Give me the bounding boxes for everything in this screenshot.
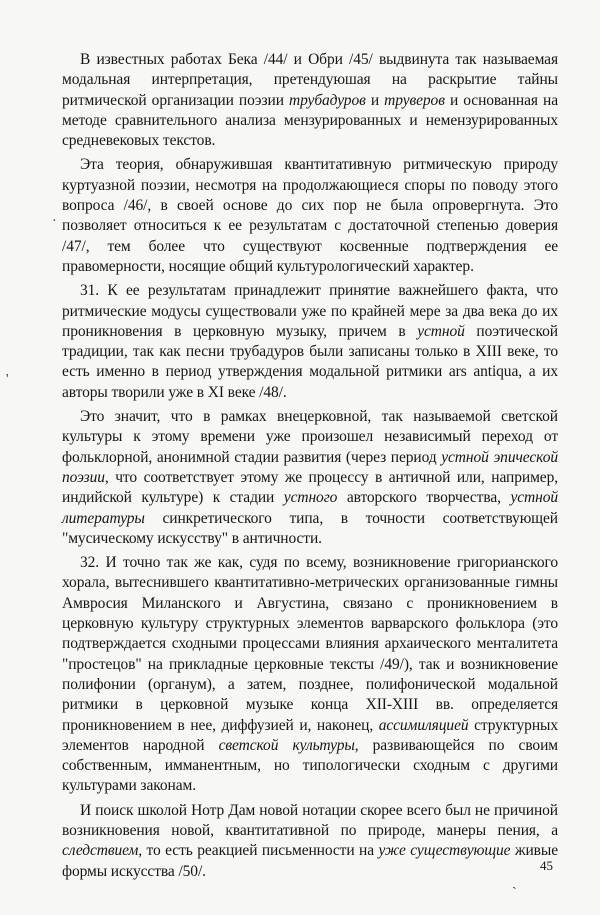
text-run: , что соответствует этому же процессу в античной или, например, индийской культуре) к стадии bbox=[62, 468, 558, 507]
text-run: И поиск школой Нотр Дам новой нотации скорее всего был не причиной возникновения новой, квантитативной по природе, манеры пения, а bbox=[62, 801, 558, 839]
italic-text: устной bbox=[417, 322, 465, 340]
text-run: 31. К ее результатам принадлежит принятие важнейшего факта, что ритмические модусы существовали уже по крайней мере за два века до их проникновения в церковную музыку, причем в bbox=[62, 282, 558, 340]
paragraph bbox=[62, 50, 558, 151]
italic-text: устной литературы bbox=[62, 489, 558, 527]
italic-text: ассимиляцией bbox=[378, 716, 469, 734]
text-run: и основанная на методе сравнительного анализа мензурированных и немензурированных средневековых текстов. bbox=[62, 91, 558, 150]
body-text bbox=[62, 50, 558, 886]
italic-text: труверов bbox=[384, 91, 445, 109]
italic-text: трубадуров bbox=[289, 91, 366, 109]
text-run: синкретического типа, в точности соответствующей "мусическому искусству" в античности. bbox=[62, 509, 558, 547]
paragraph bbox=[62, 407, 558, 549]
italic-text: устного bbox=[283, 489, 338, 507]
margin-tick-mark: ' bbox=[6, 372, 9, 387]
paragraph bbox=[62, 801, 558, 882]
text-run: , развивающейся по своим собственным, имманентным, но типологически сходным с другими культурами законам. bbox=[62, 736, 558, 795]
italic-text: уже существующие bbox=[378, 842, 511, 860]
text-run: поэтической традиции, так как песни трубадуров были записаны только в XIII веке, то есть именно в период утверждения модальной ритмики ars antiqua, а их авторы творили уже в XI веке /48/. bbox=[62, 322, 558, 401]
text-run: , то есть реакцией письменности на bbox=[138, 842, 379, 860]
italic-text: устной эпической поэзии bbox=[62, 448, 558, 486]
text-run: и bbox=[365, 91, 385, 109]
text-run: Это значит, что в рамках внецерковной, так называемой светской культуры к этому времени уже произошел независимый переход от фольклорной, анонимной стадии развития (через период bbox=[62, 408, 558, 466]
text-run: 32. И точно так же как, судя по всему, возникновение григорианского хорала, вытеснившего квантитативно-метрических организованные гимны Амвросия Миланского и Августина, связано с проникновением в церковную культуру структурных элементов варварского фольклора (это подтверждается сходными процессами влияния архаического менталитета "простецов" на прикладные церковные тексты /49/), так и возникновение полифонии (органум), а затем, позднее, полифонической модальной ритмики в церковной музыке конца XII-XIII вв. определяется проникновением в нее, диффузией и, наконец, bbox=[62, 554, 558, 734]
text-run: В известных работах Бека /44/ и Обри /45/ выдвинута так называемая модальная интерпретация, претендуюшая на раскрытие тайны ритмической организации поэзии bbox=[62, 51, 558, 109]
italic-text: следствием bbox=[62, 842, 139, 860]
text-run: структурных элементов народной bbox=[62, 716, 558, 754]
paragraph bbox=[62, 155, 558, 277]
text-run: авторского творчества, bbox=[337, 489, 511, 507]
margin-dot-mark: · bbox=[52, 214, 57, 229]
paragraph bbox=[62, 281, 558, 403]
page-number: 45 bbox=[540, 858, 553, 873]
italic-text: светской культуры bbox=[218, 736, 355, 754]
text-run: Эта теория, обнаружившая квантитативную ритмическую природу куртуазной поэзии, несмотря на продолжающиеся споры по поводу этого вопроса /46/, в своей основе до сих пор не была опровергнута. Это позволяет относиться к ее результатам с достаточной степенью доверия /47/, тем более что существуют косвенные подтверждения ее правомерности, носящие общий культурологический характер. bbox=[62, 156, 558, 275]
corner-tick-mark: ˎ bbox=[512, 875, 517, 890]
text-run: живые формы искусства /50/. bbox=[62, 842, 558, 880]
paragraph bbox=[62, 553, 558, 797]
